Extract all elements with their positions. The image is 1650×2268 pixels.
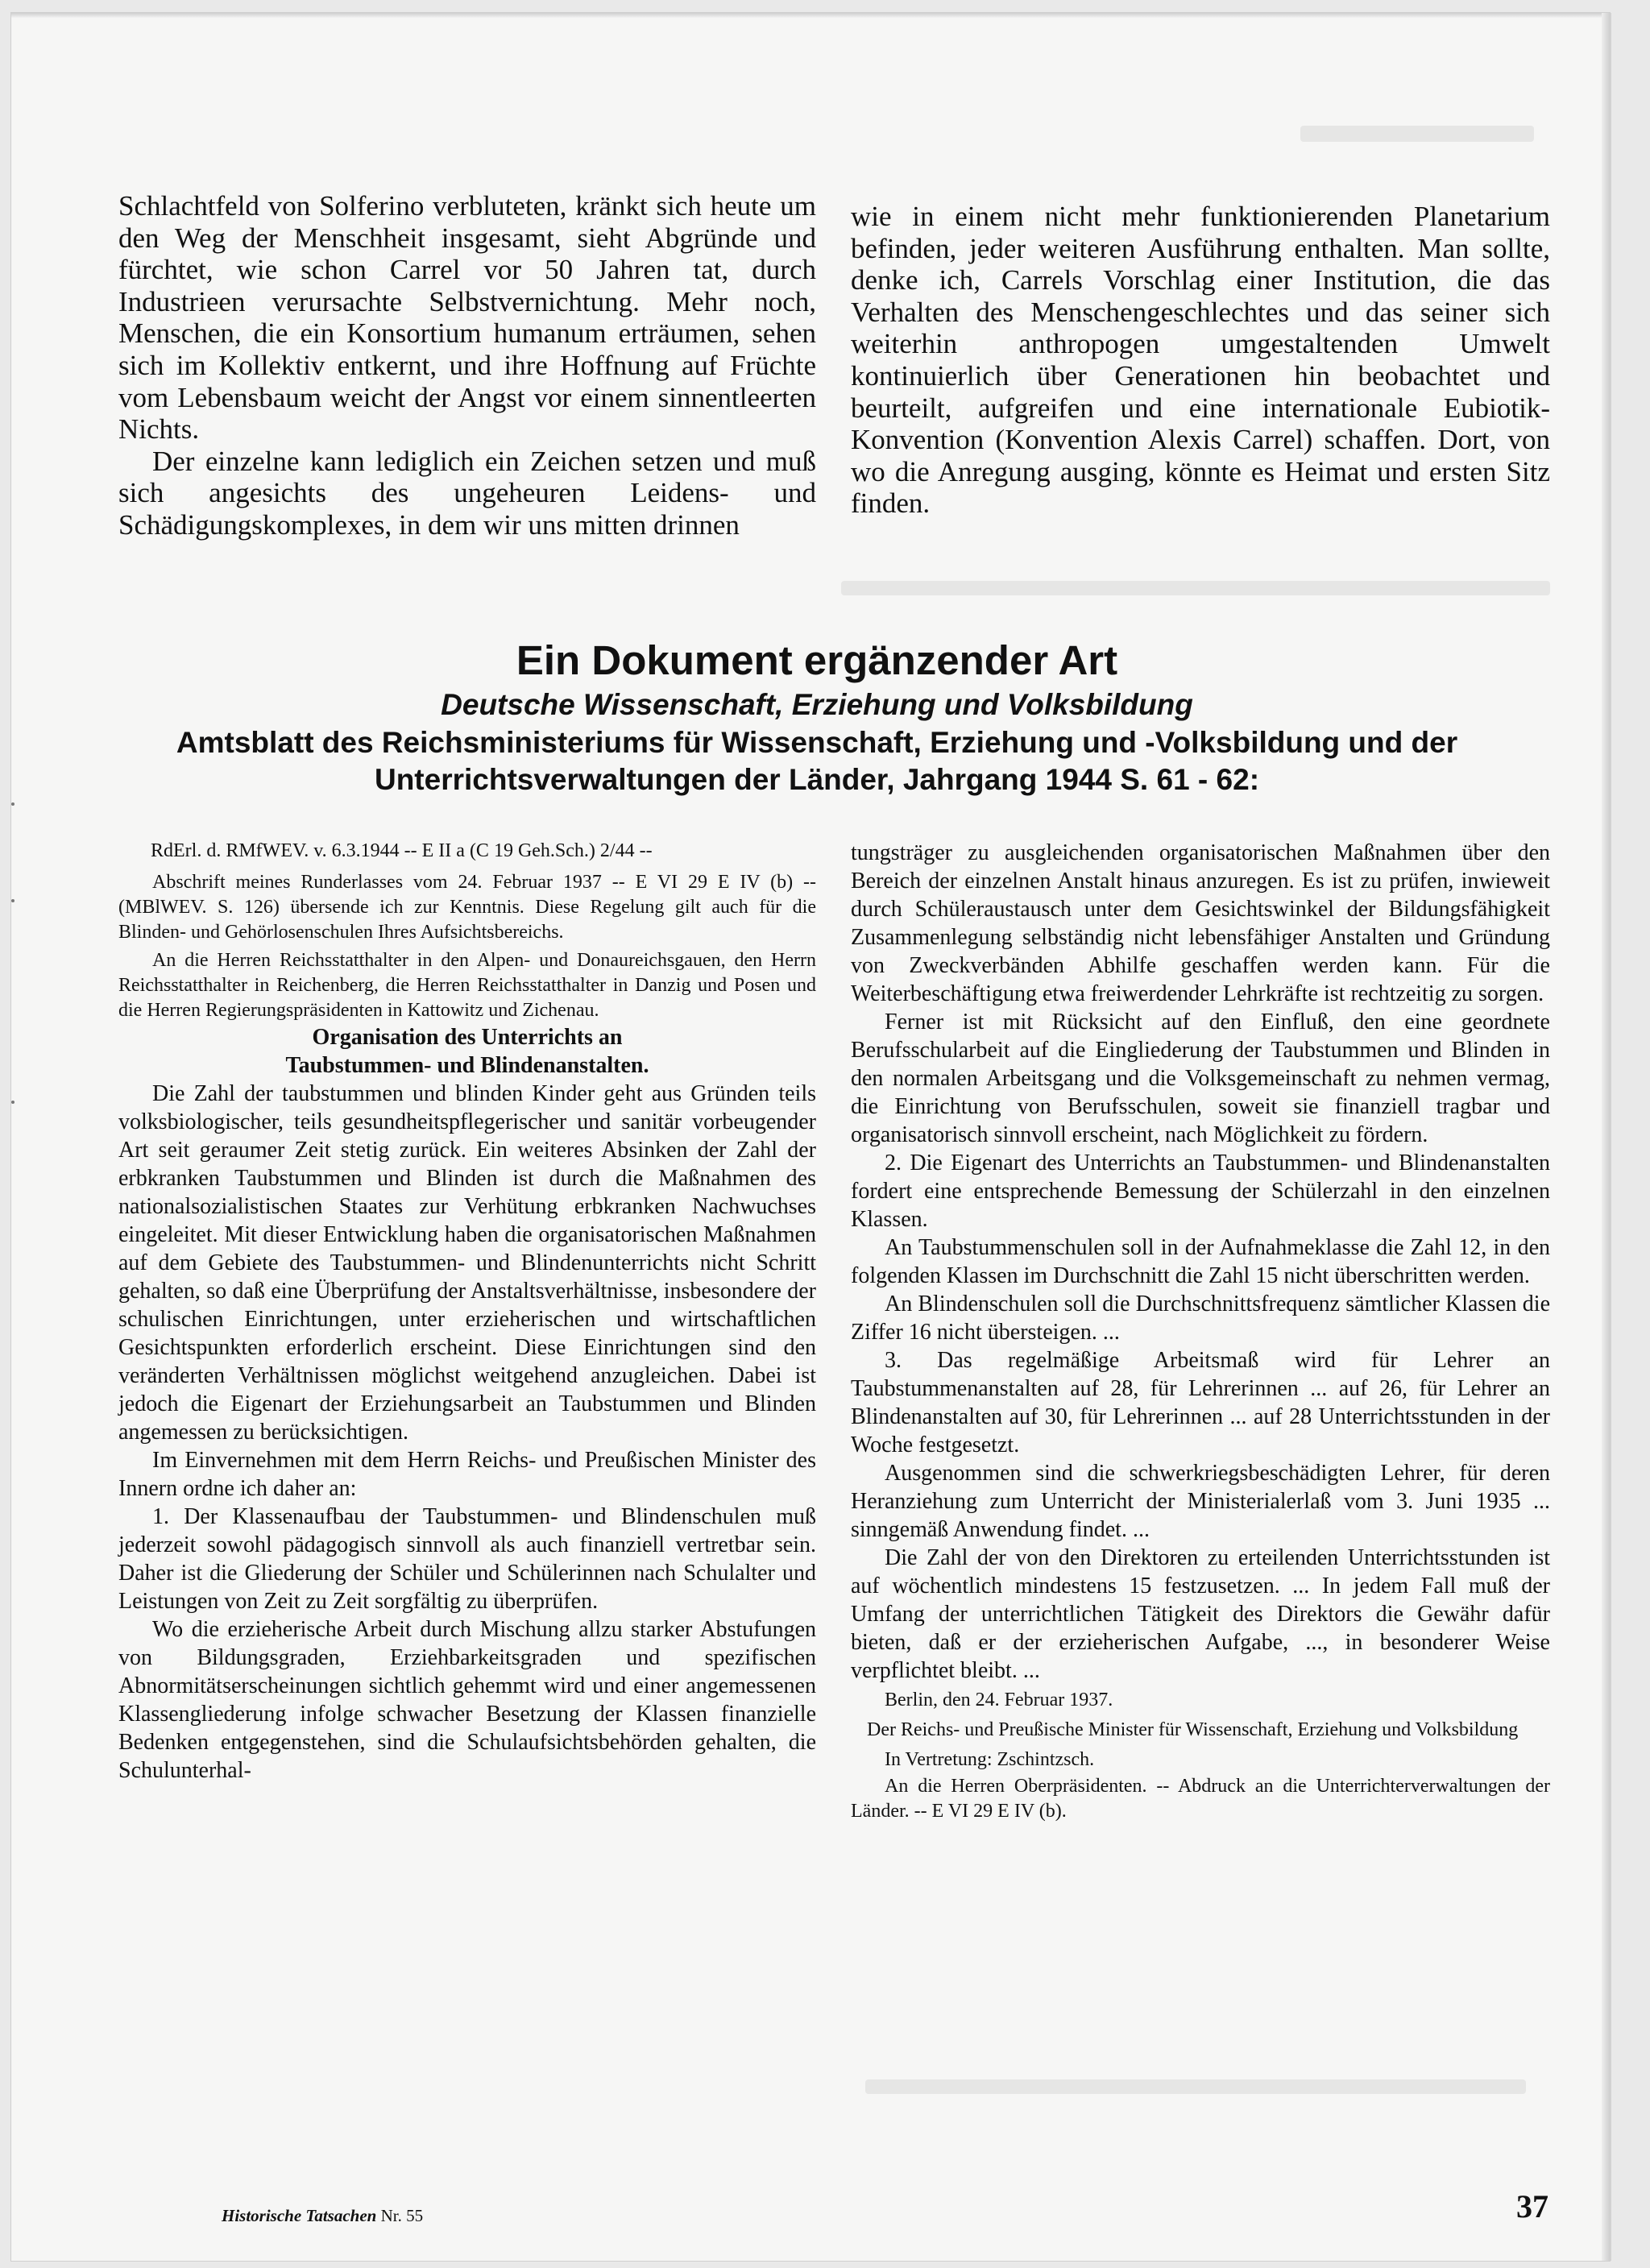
binding-mark <box>11 802 15 806</box>
paragraph: 1. Der Klassenaufbau der Taubstummen- und Blindenschulen muß jederzeit sowohl pädagogisch sinnvoll als auch finanziell vertretbar sein. Daher ist die Gliederung der Schüler und Schülerinnen nach Schulalter und Leistungen von Zeit zu Zeit sorgfältig zu überprüfen. <box>118 1504 816 1614</box>
gazette-line: Amtsblatt des Reichsministeriums für Wissenschaft, Erziehung und -Volksbildung und der <box>176 726 1458 759</box>
paragraph: An Blindenschulen soll die Durchschnittsfrequenz sämtlicher Klassen die Ziffer 16 nicht übersteigen. ... <box>851 1292 1550 1345</box>
decree-left-column <box>118 839 816 1785</box>
signature-line: In Vertretung: Zschintzsch. <box>885 1749 1095 1770</box>
binding-mark <box>11 899 15 902</box>
page-right-edge <box>1602 13 1610 2261</box>
bleed-through-shadow <box>1300 126 1534 142</box>
paragraph: An Taubstummenschulen soll in der Aufnahmeklasse die Zahl 12, in den folgenden Klassen im Durchschnitt die Zahl 15 nicht überschritten werden. <box>851 1235 1550 1288</box>
paragraph: Ausgenommen sind die schwerkriegsbeschädigten Lehrer, für deren Heranziehung zum Unterricht der Ministerialerlaß vom 3. Juni 1935 ... sinngemäß Anwendung findet. ... <box>851 1461 1550 1542</box>
paragraph: Die Zahl der von den Direktoren zu erteilenden Unterrichtsstunden ist auf wöchentlich mindestens 15 festzusetzen. ... In jedem Fall muß der Umfang der unterrichtlichen Tätigkeit des Direktors die Gewähr dafür bieten, daß er der erzieherischen Aufgabe, ..., in besonderer Weise verpflichtet bleibt. ... <box>851 1545 1550 1683</box>
source-issue: Nr. 55 <box>380 2206 424 2225</box>
section-heading: Taubstummen- und Blindenanstalten. <box>285 1053 649 1078</box>
paragraph: Die Zahl der taubstummen und blinden Kinder geht aus Gründen teils volksbiologischer, teils gesundheitspflegerischer und sanitär vorbeugender Art seit geraumer Zeit stetig zurück. Ein weiteres Absinken der Zahl der erbkranken Taubstummen und Blinden ist durch die Maßnahmen des nationalsozialistischen Staates zur Verhütung erbkranken Nachwuchses eingeleitet. Mit dieser Entwicklung haben die organisatorischen Maßnahmen auf dem Gebiete des Taubstummen- und Blindenunterrichts nicht Schritt gehalten, so daß eine Überprüfung der Anstaltsverhältnisse, insbesondere der schulischen Einrichtungen, unter erzieherischen und wirtschaftlichen Gesichtspunkten erforderlich erscheint. Diese Einrichtungen sind den veränderten Verhältnissen möglichst weitgehend anzugleichen. Dabei ist jedoch die Eigenart der Erziehungsarbeit an Taubstummen und Blinden angemessen zu berücksichtigen. <box>118 1081 816 1445</box>
source-title: Historische Tatsachen <box>222 2206 377 2225</box>
paragraph: 3. Das regelmäßige Arbeitsmaß wird für Lehrer an Taubstummenanstalten auf 28, für Lehrerinnen ... auf 26, für Lehrer an Blindenanstalten auf 30, für Lehrerinnen ... auf 28 Unterrichtsstunden in der Woche festgesetzt. <box>851 1348 1550 1457</box>
gazette-line: Unterrichtsverwaltungen der Länder, Jahrgang 1944 S. 61 - 62: <box>374 763 1260 796</box>
decree-reference: RdErl. d. RMfWEV. v. 6.3.1944 -- E II a (C 19 Geh.Sch.) 2/44 -- <box>151 840 653 861</box>
footer-source <box>222 2206 423 2226</box>
decree-addressees: An die Herren Reichsstatthalter in den Alpen- und Donaureichsgauen, den Herrn Reichsstatthalter in Reichenberg, die Herren Reichsstatthalter in Danzig und Posen und die Herren Regierungspräsidenten in Kattowitz und Zichenau. <box>118 950 816 1021</box>
decree-transmittal: Abschrift meines Runderlasses vom 24. Februar 1937 -- E VI 29 E IV (b) -- (MBlWEV. S. 126) übersende ich zur Kenntnis. Diese Regelung gilt auch für die Blinden- und Gehörlosenschulen Ihres Aufsichtsbereichs. <box>118 872 816 943</box>
distribution-note: An die Herren Oberpräsidenten. -- Abdruck an die Unterrichterverwaltungen der Länder. -- E VI 29 E IV (b). <box>851 1776 1550 1822</box>
article-end-right-column <box>851 201 1550 520</box>
place-date: Berlin, den 24. Februar 1937. <box>885 1690 1113 1710</box>
paragraph: Ferner ist mit Rücksicht auf den Einfluß, den eine geordnete Berufsschularbeit auf die Eingliederung der Taubstummen und Blinden in den normalen Arbeitsgang und die Volksgemeinschaft zu nehmen vermag, die Einrichtung von Berufsschulen, soweit sie finanziell tragbar und organisatorisch sinnvoll erscheint, nach Möglichkeit zu fördern. <box>851 1010 1550 1147</box>
page-number: 37 <box>1516 2188 1548 2224</box>
section-heading: Organisation des Unterrichts an <box>312 1025 623 1050</box>
article-end-left-column <box>118 190 816 541</box>
bleed-through-shadow <box>865 2079 1526 2094</box>
paragraph: 2. Die Eigenart des Unterrichts an Taubstummen- und Blindenanstalten fordert eine entsprechende Bemessung der Schülerzahl in den einzelnen Klassen. <box>851 1151 1550 1232</box>
journal-name: Deutsche Wissenschaft, Erziehung und Volksbildung <box>441 688 1193 721</box>
minister-title: Der Reichs- und Preußische Minister für Wissenschaft, Erziehung und Volksbildung <box>867 1719 1519 1740</box>
paragraph: wie in einem nicht mehr funktionierenden Planetarium befinden, jeder weiteren Ausführung enthalten. Man sollte, denke ich, Carrels Vorschlag einer Institution, die das Verhalten des Menschengeschlechtes und das seiner sich weiterhin anthropogen umgestaltenden Umwelt kontinuierlich über Generationen hin beobachtet und beurteilt, aufgreifen und eine internationale Eubiotik-Konvention (Konvention Alexis Carrel) schaffen. Dort, von wo die Anregung ausging, könnte es Heimat und ersten Sitz finden. <box>851 201 1550 520</box>
page-top-edge <box>11 13 1610 18</box>
paragraph: Der einzelne kann lediglich ein Zeichen setzen und muß sich angesichts des ungeheuren Leidens- und Schädigungskomplexes, in dem wir uns mitten drinnen <box>118 445 816 541</box>
document-title: Ein Dokument ergänzender Art <box>516 637 1118 683</box>
paragraph: Im Einvernehmen mit dem Herrn Reichs- und Preußischen Minister des Innern ordne ich daher an: <box>118 1448 816 1501</box>
paragraph: Wo die erzieherische Arbeit durch Mischung allzu starker Abstufungen von Bildungsgraden, Erziehbarkeitsgraden und spezifischen Abnormitätserscheinungen sichtlich gehemmt wird und einer angemessenen Klassengliederung infolge schwacher Besetzung der Klassen finanzielle Bedenken entgegenstehen, sind die Schulaufsichtsbehörden gehalten, die Schulunterhal- <box>118 1617 816 1783</box>
binding-mark <box>11 1101 15 1104</box>
paragraph: tungsträger zu ausgleichenden organisatorischen Maßnahmen über den Bereich der einzelnen Anstalt hinaus anzuregen. Es ist zu prüfen, inwieweit durch Schüleraustausch unter dem Gesichtswinkel der Bildungsfähigkeit Zusammenlegung selbständig nicht lebensfähiger Anstalten und Gründung von Zweckverbänden Abhilfe geschaffen werden kann. Für die Weiterbeschäftigung etwa freiwerdender Lehrkräfte ist rechtzeitig zu sorgen. <box>851 840 1550 1006</box>
document-heading <box>84 636 1550 798</box>
bleed-through-shadow <box>841 581 1550 595</box>
paragraph: Schlachtfeld von Solferino verbluteten, kränkt sich heute um den Weg der Menschheit insgesamt, sieht Abgründe und fürchtet, wie schon Carrel vor 50 Jahren tat, durch Industrieen verursachte Selbstvernichtung. Mehr noch, Menschen, die ein Konsortium humanum erträumen, sehen sich im Kollektiv entkernt, und ihre Hoffnung auf Früchte vom Lebensbaum weicht der Angst vor einem sinnentleerten Nichts. <box>118 190 816 446</box>
decree-right-column <box>851 839 1550 1824</box>
document-page <box>11 13 1610 2261</box>
